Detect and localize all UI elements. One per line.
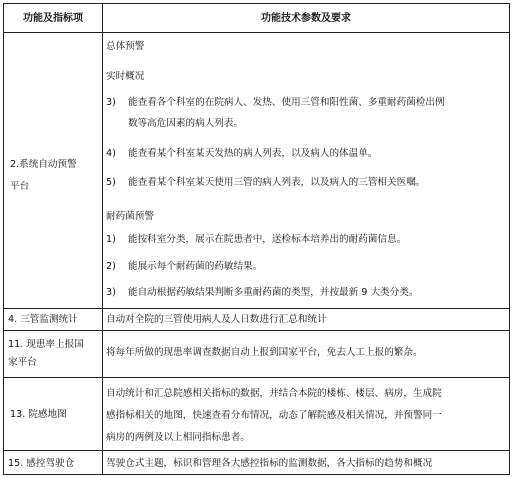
- desc-line: 自动统计和汇总院感相关指标的数据，并结合本院的楼栋、楼层、病房，生成院: [106, 388, 442, 399]
- list-item: [106, 96, 505, 109]
- spec-table: [3, 3, 510, 475]
- list-number: 2): [106, 261, 116, 272]
- list-number: 1): [106, 234, 116, 245]
- list-text: 能查看各个科室的在院病人、发热、使用三管和阳性菌、多重耐药菌检出例: [128, 97, 445, 108]
- item-infection-control-cockpit: 15. 感控驾驶仓: [8, 458, 75, 469]
- overall-warning-heading: 总体预警: [106, 41, 145, 52]
- item-line: 2.系统自动预警: [10, 159, 77, 170]
- list-item: [106, 233, 505, 246]
- column-divider: [102, 4, 103, 474]
- list-item: [106, 176, 505, 189]
- row-divider: [4, 308, 509, 309]
- item-three-tube-monitoring: 4. 三管监测统计: [8, 314, 78, 325]
- desc-line: 病房的两例及以上相同指标患者。: [106, 432, 250, 443]
- item-line: 11. 现患率上报国: [8, 339, 84, 350]
- list-text: 能展示每个耐药菌的药敏结果。: [128, 261, 263, 272]
- item-line: 平台: [10, 181, 30, 192]
- three-tube-monitoring-desc: 自动对全院的三管使用病人及人日数进行汇总和统计: [106, 314, 327, 325]
- infection-map-desc: [106, 383, 505, 449]
- list-text: 能自动根据药敏结果判断多重耐药菌的类型，并按最新 9 大类分类。: [128, 287, 419, 298]
- list-text: 能查看某个科室某天发热的病人列表，以及病人的体温单。: [128, 148, 378, 159]
- list-item: [106, 286, 505, 299]
- item-auto-warning-platform: [10, 154, 77, 198]
- desc-line: 感指标相关的地图，快速查看分布情况，动态了解院感及相关情况，并预警同一: [106, 410, 442, 421]
- row-divider: [4, 377, 509, 378]
- row-divider: [4, 32, 509, 33]
- row-divider: [4, 450, 509, 451]
- list-text-continued: 数等高危因素的病人列表。: [128, 118, 244, 129]
- auto-warning-details: [106, 40, 505, 306]
- list-item: [106, 147, 505, 160]
- list-text: 能查看某个科室某天使用三管的病人列表，以及病人的三管相关医嘱。: [128, 177, 426, 188]
- list-item: [106, 260, 505, 273]
- list-number: 4): [106, 148, 116, 159]
- list-number: 5): [106, 177, 116, 188]
- header-feature-item: 功能及指标项: [23, 13, 83, 24]
- realtime-overview-heading: 实时概况: [106, 71, 145, 82]
- list-text: 能按科室分类，展示在院患者中，送检标本培养出的耐药菌信息。: [128, 234, 407, 245]
- infection-control-cockpit-desc: 驾驶仓式主题，标识和管理各大感控指标的监测数据，各大指标的趋势和概况: [106, 458, 433, 469]
- resistant-bacteria-heading: 耐药菌预警: [106, 211, 154, 222]
- list-number: 3): [106, 287, 116, 298]
- item-infection-map: 13. 院感地图: [10, 409, 67, 420]
- list-number: 3): [106, 97, 116, 108]
- header-tech-params: 功能技术参数及要求: [261, 13, 351, 24]
- prevalence-report-desc: 将每年所做的现患率调查数据自动上报到国家平台，免去人工上报的繁杂。: [106, 347, 423, 358]
- row-divider: [4, 330, 509, 331]
- item-line: 家平台: [8, 357, 37, 368]
- item-prevalence-report: [8, 336, 84, 372]
